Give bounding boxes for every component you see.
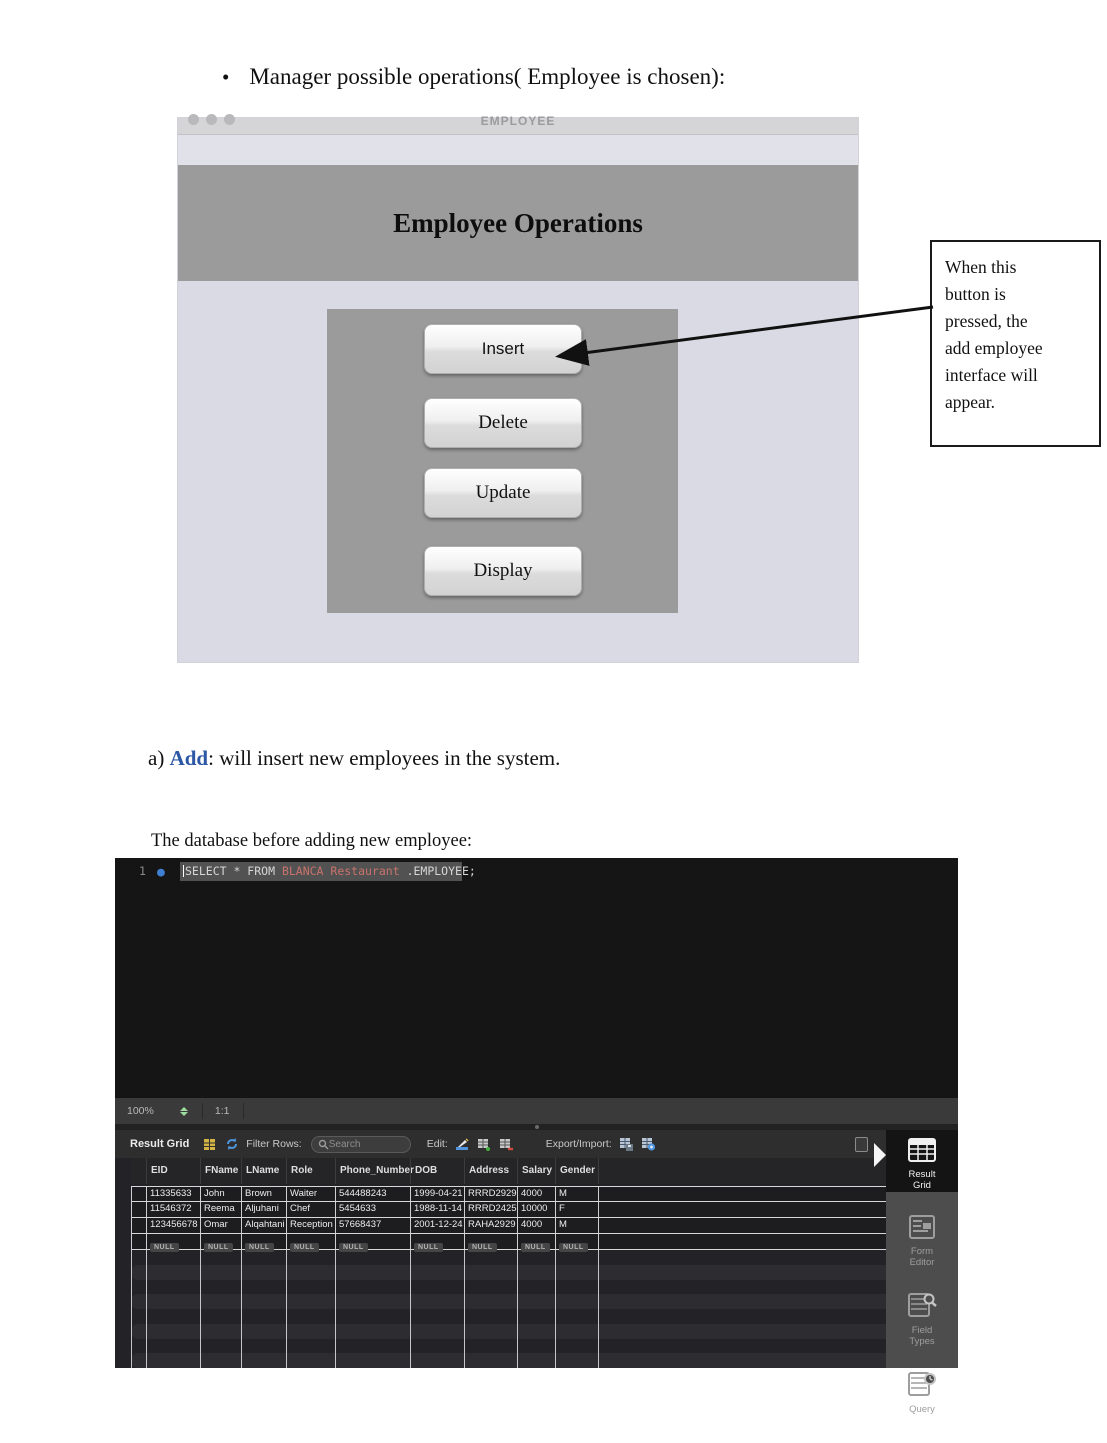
cell-role: Reception — [286, 1218, 335, 1233]
empty-grid-row — [131, 1265, 886, 1280]
empty-grid-row — [131, 1294, 886, 1309]
window-toolbar-strip — [178, 135, 858, 165]
add-row-icon[interactable] — [477, 1137, 492, 1152]
cell-fname: Reema — [200, 1202, 241, 1217]
row-selector-header — [131, 1158, 146, 1184]
collapse-panel-icon[interactable] — [855, 1137, 868, 1152]
filter-rows-label: Filter Rows: — [246, 1138, 302, 1150]
employee-operations-window — [178, 114, 858, 662]
tab-label-line: Editor — [909, 1257, 935, 1268]
cell-fname: Omar — [200, 1218, 241, 1233]
grid-options-icon[interactable] — [202, 1137, 217, 1152]
cell-role: Waiter — [286, 1187, 335, 1201]
sql-keyword: SELECT * FROM — [185, 864, 282, 878]
null-badge: NULL — [521, 1243, 550, 1252]
null-badge: NULL — [559, 1243, 588, 1252]
cell-eid: 11335633 — [146, 1187, 200, 1201]
cell-eid: 11546372 — [146, 1202, 200, 1217]
empty-grid-row — [131, 1324, 886, 1339]
callout-line: interface will — [945, 365, 1038, 385]
column-header[interactable]: FName — [200, 1158, 241, 1184]
bullet-heading — [222, 64, 725, 90]
cell-dob: 1999-04-21 — [410, 1187, 464, 1201]
text-caret — [183, 865, 184, 877]
zoom-level: 100% — [127, 1105, 154, 1117]
section-a-text — [148, 746, 560, 771]
column-header[interactable]: Address — [464, 1158, 517, 1184]
sql-statement — [180, 862, 476, 881]
column-header[interactable]: Gender — [555, 1158, 598, 1184]
table-row[interactable] — [131, 1186, 886, 1202]
tab-result-grid[interactable] — [886, 1130, 958, 1192]
grid-header-row — [131, 1158, 886, 1184]
statusbar-divider — [202, 1103, 203, 1119]
callout-box — [930, 240, 1101, 447]
filter-search-box[interactable] — [311, 1136, 411, 1153]
cell-role: Chef — [286, 1202, 335, 1217]
table-row[interactable] — [131, 1218, 886, 1234]
cell-phone: 57668437 — [335, 1218, 410, 1233]
empty-grid-row — [131, 1309, 886, 1324]
db-before-caption: The database before adding new employee: — [151, 831, 473, 851]
result-grid-label: Result Grid — [130, 1138, 190, 1150]
cell-phone: 5454633 — [335, 1202, 410, 1217]
column-header[interactable]: Salary — [517, 1158, 555, 1184]
edit-label: Edit: — [426, 1138, 448, 1150]
column-header[interactable]: Phone_Number — [335, 1158, 410, 1184]
tab-label-line: Query — [909, 1404, 935, 1415]
null-badge: NULL — [204, 1243, 233, 1252]
tab-label-line: Field — [911, 1325, 933, 1336]
bullet-heading-text: Manager possible operations( Employee is chosen): — [249, 64, 726, 89]
null-badge: NULL — [414, 1243, 443, 1252]
window-titlebar — [178, 114, 858, 135]
callout-line: When this — [945, 257, 1017, 277]
null-badge: NULL — [290, 1243, 319, 1252]
editor-statusbar — [115, 1098, 958, 1124]
tab-label-line: Types — [909, 1336, 935, 1347]
cell-gender: M — [555, 1218, 598, 1233]
null-badge: NULL — [245, 1243, 274, 1252]
cell-eid: 123456678 — [146, 1218, 200, 1233]
active-tab-arrow-icon — [874, 1143, 886, 1167]
column-header[interactable]: Role — [286, 1158, 335, 1184]
cell-dob: 2001-12-24 — [410, 1218, 464, 1233]
form-editor-icon — [908, 1214, 936, 1243]
cell-dob: 1988-11-14 — [410, 1202, 464, 1217]
delete-button[interactable]: Delete — [424, 398, 582, 448]
callout-line: pressed, the — [945, 311, 1028, 331]
cell-address: RRRD2425 — [464, 1202, 517, 1217]
empty-grid-row — [131, 1250, 886, 1265]
null-badge: NULL — [150, 1243, 179, 1252]
search-input[interactable] — [329, 1139, 409, 1150]
ratio-value: 1:1 — [214, 1105, 230, 1117]
delete-row-icon[interactable] — [499, 1137, 514, 1152]
banner — [178, 165, 858, 281]
empty-grid-row — [131, 1280, 886, 1295]
display-button[interactable]: Display — [424, 546, 582, 596]
section-a-prefix: a) — [148, 746, 170, 770]
sql-table-ref: .EMPLOYEE; — [406, 864, 476, 878]
empty-grid-row — [131, 1353, 886, 1368]
cell-fname: John — [200, 1187, 241, 1201]
result-grid-icon — [907, 1137, 937, 1166]
empty-grid-row — [131, 1339, 886, 1354]
callout-line: appear. — [945, 392, 996, 412]
cell-salary: 4000 — [517, 1187, 555, 1201]
new-row-placeholder[interactable] — [131, 1234, 886, 1250]
banner-title: Employee Operations — [393, 207, 643, 238]
cell-salary: 4000 — [517, 1218, 555, 1233]
tab-label-line: Result — [908, 1169, 936, 1180]
callout-line: button is — [945, 284, 1006, 304]
statement-marker-icon: ● — [157, 865, 165, 880]
cell-gender: M — [555, 1187, 598, 1201]
tab-form-editor[interactable] — [886, 1207, 958, 1268]
tab-label-line: Form — [910, 1246, 934, 1257]
tab-field-types[interactable] — [886, 1284, 958, 1347]
statusbar-divider — [243, 1103, 244, 1119]
cell-lname: Aljuhani — [241, 1202, 286, 1217]
cell-address: RAHA2929 — [464, 1218, 517, 1233]
header-filler — [598, 1158, 886, 1184]
export-recordset-icon[interactable] — [619, 1137, 634, 1152]
refresh-icon[interactable] — [224, 1137, 239, 1152]
column-header[interactable]: LName — [241, 1158, 286, 1184]
result-grid — [115, 1158, 886, 1368]
bullet-glyph: • — [222, 65, 230, 89]
zoom-stepper[interactable] — [180, 1107, 188, 1116]
result-grid-toolbar — [115, 1130, 886, 1158]
export-import-label: Export/Import: — [545, 1138, 612, 1150]
query-stats-icon — [907, 1370, 937, 1401]
line-number: 1 — [139, 864, 146, 878]
table-row[interactable] — [131, 1202, 886, 1218]
cell-gender: F — [555, 1202, 598, 1217]
sql-schema-name: BLANCA Restaurant — [281, 864, 407, 878]
cell-address: RRRD2929 — [464, 1187, 517, 1201]
field-types-icon — [907, 1291, 937, 1322]
update-button[interactable]: Update — [424, 468, 582, 518]
cell-phone: 544488243 — [335, 1187, 410, 1201]
window-title: EMPLOYEE — [480, 114, 556, 128]
tab-query-stats[interactable] — [886, 1363, 958, 1415]
callout-arrow — [545, 290, 945, 370]
section-a-term: Add — [169, 746, 209, 770]
cell-lname: Brown — [241, 1187, 286, 1201]
column-header[interactable]: DOB — [410, 1158, 464, 1184]
cell-lname: Alqahtani — [241, 1218, 286, 1233]
import-recordset-icon[interactable] — [641, 1137, 656, 1152]
tab-label-line: Grid — [913, 1180, 931, 1191]
edit-record-icon[interactable] — [455, 1137, 470, 1152]
search-icon — [318, 1139, 329, 1150]
column-header[interactable]: EID — [146, 1158, 200, 1184]
null-badge: NULL — [339, 1243, 368, 1252]
mysql-workbench-panel — [115, 858, 958, 1415]
grid-body — [131, 1186, 886, 1368]
section-a-rest: : will insert new employees in the system. — [208, 746, 561, 770]
callout-line: add employee — [945, 338, 1043, 358]
sql-editor-line[interactable] — [115, 862, 958, 881]
cell-salary: 10000 — [517, 1202, 555, 1217]
null-badge: NULL — [468, 1243, 497, 1252]
insert-button[interactable]: Insert — [424, 324, 582, 374]
result-sidebar — [886, 1130, 958, 1415]
